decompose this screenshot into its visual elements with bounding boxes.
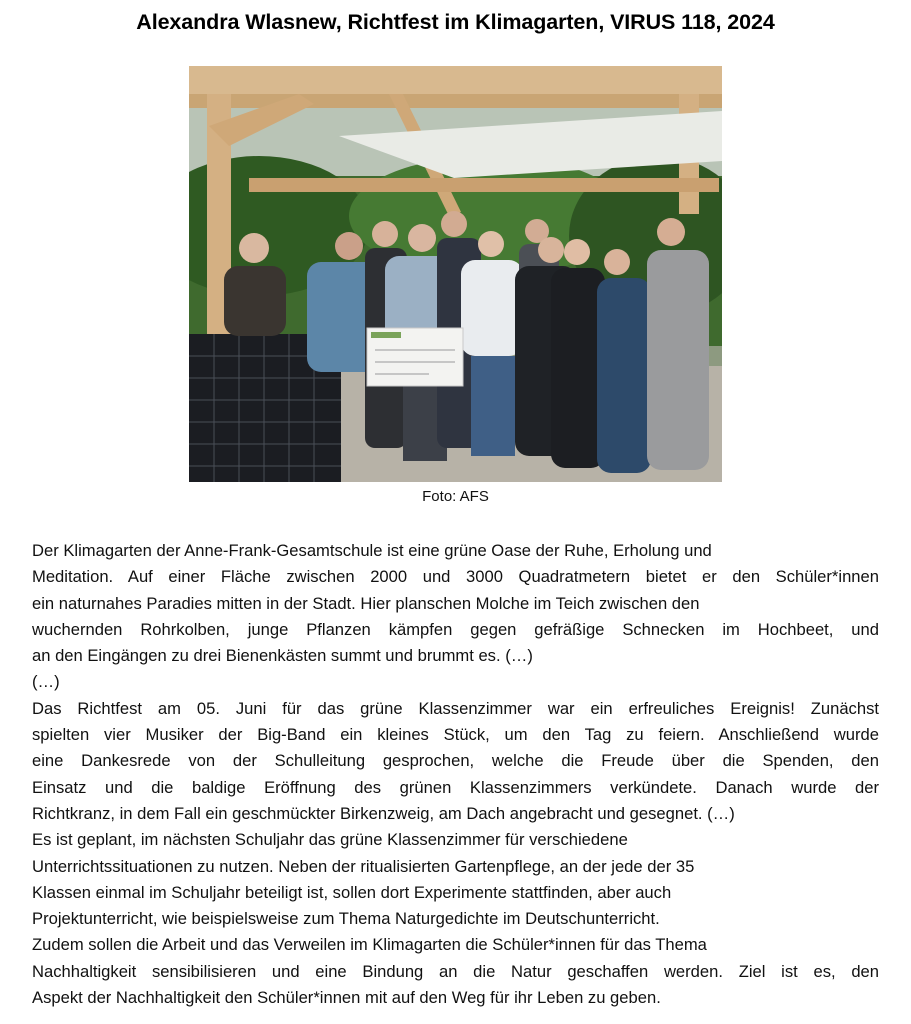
text-line: Unterrichtssituationen zu nutzen. Neben der ritualisierten Gartenpflege, an der jede der 35 (32, 856, 695, 876)
text-line: Meditation. Auf einer Fläche zwischen 2000 und 3000 Quadratmetern bietet er den Schüler*innen (32, 567, 879, 587)
text-line: Klassen einmal im Schuljahr beteiligt ist, sollen dort Experimente stattfinden, aber auch (32, 882, 672, 902)
photo-caption: Foto: AFS (422, 488, 489, 505)
text-line: eine Dankesrede von der Schulleitung gesprochen, welche die Freude über die Spenden, den (32, 751, 879, 771)
text-line: Es ist geplant, im nächsten Schuljahr das grüne Klassenzimmer für verschiedene (32, 830, 628, 850)
paragraph (32, 696, 879, 827)
text-line: spielten vier Musiker der Big-Band ein kleines Stück, um den Tag zu feiern. Anschließend wurde (32, 725, 879, 745)
text-line: Richtkranz, in dem Fall ein geschmückter Birkenzweig, am Dach angebracht und gesegnet. (…) (32, 803, 735, 823)
text-line: Einsatz und die baldige Eröffnung des grünen Klassenzimmers verkündete. Danach wurde der (32, 777, 879, 797)
text-line: Nachhaltigkeit sensibilisieren und eine Bindung an die Natur geschaffen werden. Ziel ist es, den (32, 961, 879, 981)
text-line: Der Klimagarten der Anne-Frank-Gesamtschule ist eine grüne Oase der Ruhe, Erholung und (32, 541, 712, 560)
paragraph (32, 669, 879, 695)
paragraph (32, 827, 879, 932)
page-title: Alexandra Wlasnew, Richtfest im Klimagarten, VIRUS 118, 2024 (136, 10, 775, 34)
text-line: Aspekt der Nachhaltigkeit den Schüler*innen mit auf den Weg für ihr Leben zu geben. (32, 988, 661, 1008)
article-body (32, 538, 879, 1011)
text-line: an den Eingängen zu drei Bienenkästen summt und brummt es. (…) (32, 646, 533, 666)
group-photo (189, 66, 722, 482)
text-line: wuchernden Rohrkolben, junge Pflanzen kämpfen gegen gefräßige Schnecken im Hochbeet, und (32, 619, 879, 639)
text-line: ein naturnahes Paradies mitten in der Stadt. Hier planschen Molche im Teich zwischen den (32, 593, 700, 613)
paragraph (32, 932, 879, 1011)
text-line: Das Richtfest am 05. Juni für das grüne Klassenzimmer war ein erfreuliches Ereignis! Zunächst (32, 698, 879, 718)
paragraph (32, 538, 879, 669)
text-line: Zudem sollen die Arbeit und das Verweilen im Klimagarten die Schüler*innen für das Thema (32, 935, 707, 955)
text-line: (…) (32, 672, 60, 692)
text-line: Projektunterricht, wie beispielsweise zum Thema Naturgedichte im Deutschunterricht. (32, 909, 660, 929)
